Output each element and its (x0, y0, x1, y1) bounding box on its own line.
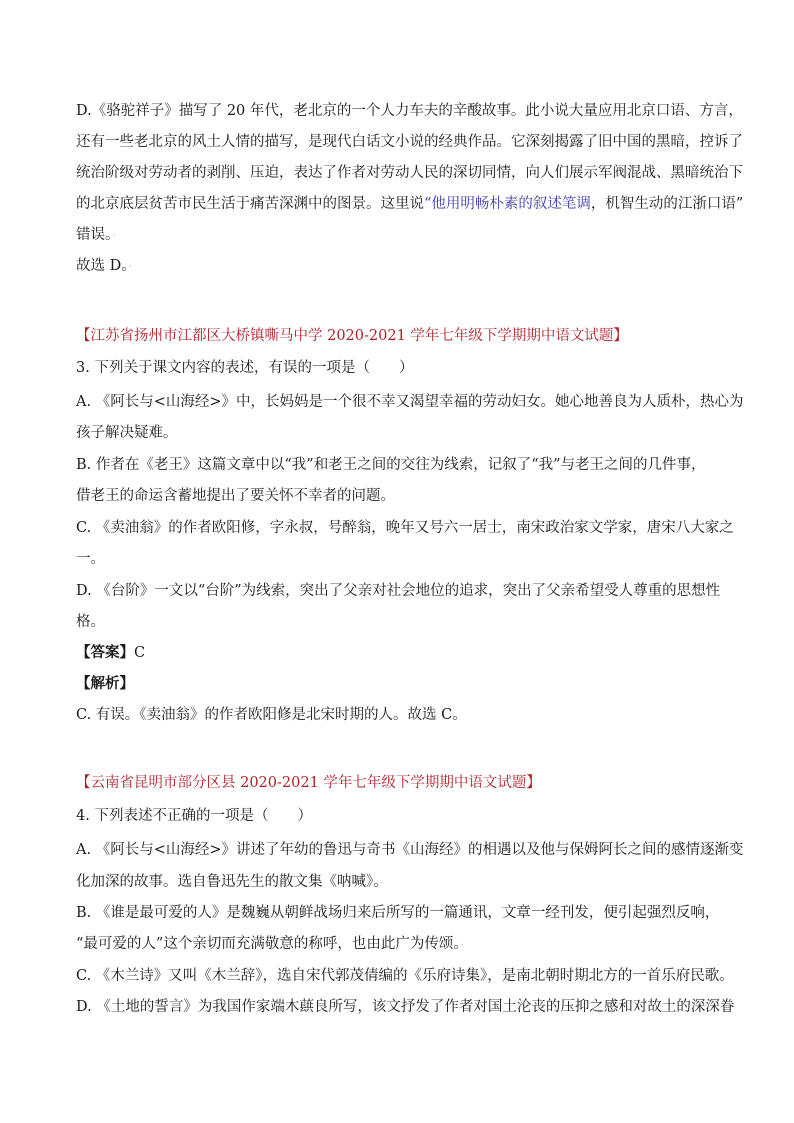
option-a: A. 《阿长与<山海经>》中，长妈妈是一个很不幸又渴望幸福的劳动妇女。她心地善良为人质朴，热心为 (76, 394, 744, 410)
answer-value: C (134, 645, 146, 661)
question-stem: 4. 下列表述不正确的一项是（ ） (76, 808, 312, 824)
option-d: D. 《土地的誓言》为我国作家端木蕻良所写，该文抒发了作者对国土沦丧的压抑之感和对故土的深深眷 (76, 999, 735, 1015)
option-a: A. 《阿长与<山海经>》讲述了年幼的鲁迅与奇书《山海经》的相遇以及他与保姆阿长之间的感情逐渐变 (76, 842, 744, 858)
answer-label: 【答案】 (76, 644, 134, 661)
text-line: 故选 D。· (76, 258, 132, 274)
option-b-cont: “最可爱的人”这个亲切而充满敬意的称呼，也由此广为传颂。· (76, 936, 464, 952)
text-line: 错误。· (76, 227, 116, 243)
text-line: D.《骆驼祥子》描写了 20 年代，老北京的一个人力车夫的辛酸故事。此小说大量应用北京口语、方言， (76, 103, 743, 119)
analysis-label: 【解析】 (76, 675, 134, 692)
option-b: B. 作者在《老王》这篇文章中以“我”和老王之间的交往为线索，记叙了“我”与老王之间的几件事， (76, 457, 706, 473)
question-stem: 3. 下列关于课文内容的表述，有误的一项是（ ） (76, 360, 414, 376)
question-source: 【江苏省扬州市江都区大桥镇嘶马中学 2020-2021 学年七年级下学期期中语文试题】 (76, 328, 628, 344)
option-c: C. 《卖油翁》的作者欧阳修，字永叔，号醉翁，晚年又号六一居士，南宋政治家文学家，唐宋八大家之 (76, 520, 734, 536)
text-line: 统治阶级对劳动者的剥削、压迫，表达了作者对劳动人民的深切同情，向人们展示军阀混战、黑暗统治下 (76, 165, 743, 181)
option-a-cont: 孩子解决疑难。 (76, 425, 178, 441)
highlighted-quote: “他用明畅朴素的叙述笔调 (424, 196, 591, 212)
text-span: 的北京底层贫苦市民生活于痛苦深渊中的图景。这里说 (76, 196, 424, 212)
option-b-cont: 借老王的命运含蓄地提出了要关怀不幸者的问题。 (76, 488, 395, 504)
analysis-text: C. 有误。《卖油翁》的作者欧阳修是北宋时期的人。故选 C。 (76, 707, 467, 723)
text-line: 还有一些老北京的风土人情的描写，是现代白话文小说的经典作品。它深刻揭露了旧中国的黑暗，控诉了 (76, 134, 743, 150)
option-c: C. 《木兰诗》又叫《木兰辞》，选自宋代郭茂倩编的《乐府诗集》，是南北朝时期北方的一首乐府民歌。 (76, 968, 734, 984)
option-c-cont: 一。 (76, 551, 105, 567)
option-d-cont: 格。 (76, 614, 105, 630)
answer (76, 643, 145, 663)
question-source: 【云南省昆明市部分区县 2020-2021 学年七年级下学期期中语文试题】 (76, 775, 541, 791)
text-line (76, 194, 743, 214)
option-d: D. 《台阶》一文以“台阶”为线索，突出了父亲对社会地位的追求，突出了父亲希望受人尊重的思想性 (76, 583, 721, 599)
option-b: B. 《谁是最可爱的人》是魏巍从朝鲜战场归来后所写的一篇通讯，文章一经刊发，便引起强烈反响， (76, 905, 720, 921)
option-a-cont: 化加深的故事。选自鲁迅先生的散文集《呐喊》。· (76, 874, 384, 890)
text-span: ，机智生动的江浙口语” (590, 196, 744, 212)
